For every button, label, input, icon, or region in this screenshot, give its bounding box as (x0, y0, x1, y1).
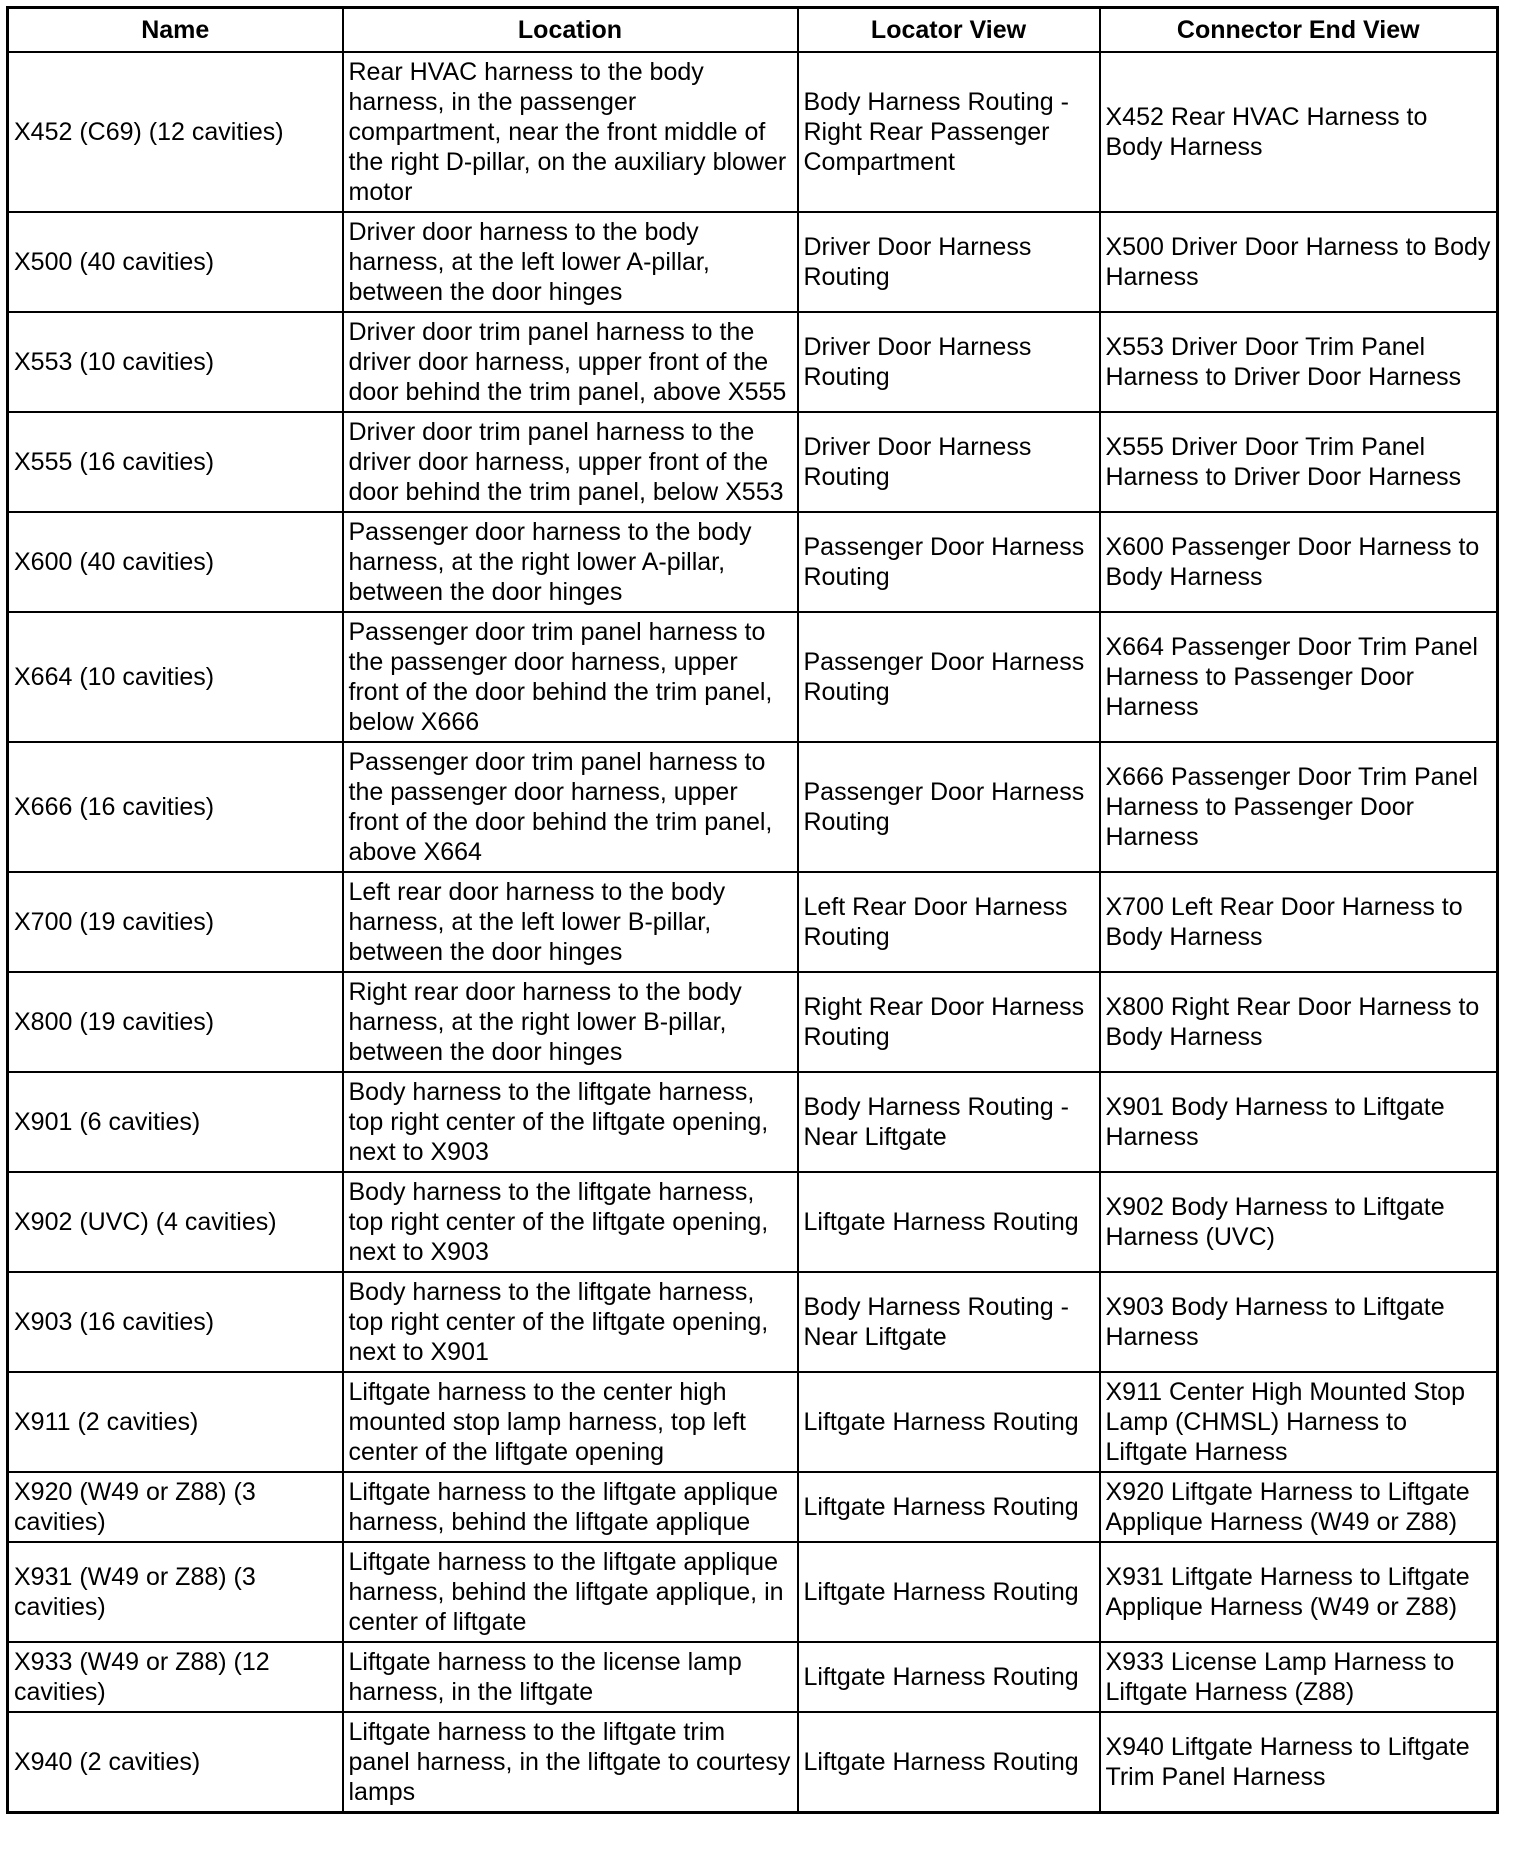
table-row (8, 1472, 1498, 1542)
cell-connector-end-view: X666 Passenger Door Trim Panel Harness to Passenger Door Harness (1100, 742, 1498, 872)
cell-name: X700 (19 cavities) (8, 872, 343, 972)
cell-location: Liftgate harness to the license lamp harness, in the liftgate (343, 1642, 798, 1712)
cell-name: X901 (6 cavities) (8, 1072, 343, 1172)
header-location: Location (343, 8, 798, 53)
cell-name: X903 (16 cavities) (8, 1272, 343, 1372)
cell-connector-end-view: X901 Body Harness to Liftgate Harness (1100, 1072, 1498, 1172)
cell-locator-view: Liftgate Harness Routing (798, 1472, 1100, 1542)
cell-locator-view: Body Harness Routing - Right Rear Passenger Compartment (798, 52, 1100, 212)
cell-name: X940 (2 cavities) (8, 1712, 343, 1813)
table-row (8, 1542, 1498, 1642)
table-row (8, 972, 1498, 1072)
cell-location: Liftgate harness to the liftgate trim panel harness, in the liftgate to courtesy lamps (343, 1712, 798, 1813)
table-row (8, 1272, 1498, 1372)
cell-locator-view: Right Rear Door Harness Routing (798, 972, 1100, 1072)
header-connector-end-view: Connector End View (1100, 8, 1498, 53)
table-row (8, 1642, 1498, 1712)
cell-name: X553 (10 cavities) (8, 312, 343, 412)
cell-locator-view: Left Rear Door Harness Routing (798, 872, 1100, 972)
cell-location: Left rear door harness to the body harness, at the left lower B-pillar, between the door hinges (343, 872, 798, 972)
cell-name: X664 (10 cavities) (8, 612, 343, 742)
cell-name: X920 (W49 or Z88) (3 cavities) (8, 1472, 343, 1542)
cell-name: X911 (2 cavities) (8, 1372, 343, 1472)
table-row (8, 742, 1498, 872)
cell-location: Body harness to the liftgate harness, top right center of the liftgate opening, next to X903 (343, 1172, 798, 1272)
cell-locator-view: Liftgate Harness Routing (798, 1372, 1100, 1472)
cell-locator-view: Liftgate Harness Routing (798, 1542, 1100, 1642)
cell-connector-end-view: X500 Driver Door Harness to Body Harness (1100, 212, 1498, 312)
cell-location: Driver door trim panel harness to the driver door harness, upper front of the door behind the trim panel, below X553 (343, 412, 798, 512)
cell-connector-end-view: X600 Passenger Door Harness to Body Harness (1100, 512, 1498, 612)
cell-connector-end-view: X902 Body Harness to Liftgate Harness (UVC) (1100, 1172, 1498, 1272)
cell-location: Liftgate harness to the center high mounted stop lamp harness, top left center of the liftgate opening (343, 1372, 798, 1472)
cell-location: Passenger door trim panel harness to the passenger door harness, upper front of the door behind the trim panel, above X664 (343, 742, 798, 872)
cell-location: Body harness to the liftgate harness, top right center of the liftgate opening, next to X903 (343, 1072, 798, 1172)
cell-connector-end-view: X931 Liftgate Harness to Liftgate Applique Harness (W49 or Z88) (1100, 1542, 1498, 1642)
table-row (8, 1172, 1498, 1272)
cell-connector-end-view: X903 Body Harness to Liftgate Harness (1100, 1272, 1498, 1372)
cell-locator-view: Liftgate Harness Routing (798, 1172, 1100, 1272)
cell-connector-end-view: X553 Driver Door Trim Panel Harness to Driver Door Harness (1100, 312, 1498, 412)
table-row (8, 312, 1498, 412)
table-row (8, 1372, 1498, 1472)
cell-locator-view: Driver Door Harness Routing (798, 412, 1100, 512)
cell-connector-end-view: X800 Right Rear Door Harness to Body Harness (1100, 972, 1498, 1072)
cell-locator-view: Driver Door Harness Routing (798, 212, 1100, 312)
table-row (8, 212, 1498, 312)
cell-connector-end-view: X940 Liftgate Harness to Liftgate Trim Panel Harness (1100, 1712, 1498, 1813)
connector-table-sheet (6, 6, 1496, 1814)
cell-name: X902 (UVC) (4 cavities) (8, 1172, 343, 1272)
cell-connector-end-view: X555 Driver Door Trim Panel Harness to Driver Door Harness (1100, 412, 1498, 512)
cell-locator-view: Driver Door Harness Routing (798, 312, 1100, 412)
cell-name: X800 (19 cavities) (8, 972, 343, 1072)
cell-locator-view: Body Harness Routing - Near Liftgate (798, 1272, 1100, 1372)
cell-location: Liftgate harness to the liftgate applique harness, behind the liftgate applique (343, 1472, 798, 1542)
table-row (8, 1072, 1498, 1172)
cell-locator-view: Body Harness Routing - Near Liftgate (798, 1072, 1100, 1172)
cell-connector-end-view: X933 License Lamp Harness to Liftgate Harness (Z88) (1100, 1642, 1498, 1712)
cell-connector-end-view: X920 Liftgate Harness to Liftgate Applique Harness (W49 or Z88) (1100, 1472, 1498, 1542)
cell-name: X931 (W49 or Z88) (3 cavities) (8, 1542, 343, 1642)
cell-connector-end-view: X452 Rear HVAC Harness to Body Harness (1100, 52, 1498, 212)
table-header-row (8, 8, 1498, 53)
cell-locator-view: Passenger Door Harness Routing (798, 612, 1100, 742)
cell-name: X933 (W49 or Z88) (12 cavities) (8, 1642, 343, 1712)
cell-locator-view: Passenger Door Harness Routing (798, 742, 1100, 872)
cell-name: X500 (40 cavities) (8, 212, 343, 312)
cell-name: X555 (16 cavities) (8, 412, 343, 512)
cell-location: Rear HVAC harness to the body harness, in the passenger compartment, near the front middle of the right D-pillar, on the auxiliary blower motor (343, 52, 798, 212)
table-row (8, 872, 1498, 972)
connector-table (6, 6, 1499, 1814)
cell-locator-view: Liftgate Harness Routing (798, 1642, 1100, 1712)
cell-location: Passenger door trim panel harness to the passenger door harness, upper front of the door behind the trim panel, below X666 (343, 612, 798, 742)
cell-connector-end-view: X664 Passenger Door Trim Panel Harness to Passenger Door Harness (1100, 612, 1498, 742)
table-row (8, 412, 1498, 512)
cell-location: Driver door harness to the body harness, at the left lower A-pillar, between the door hinges (343, 212, 798, 312)
cell-name: X600 (40 cavities) (8, 512, 343, 612)
cell-connector-end-view: X700 Left Rear Door Harness to Body Harness (1100, 872, 1498, 972)
table-row (8, 1712, 1498, 1813)
cell-location: Driver door trim panel harness to the driver door harness, upper front of the door behind the trim panel, above X555 (343, 312, 798, 412)
cell-location: Right rear door harness to the body harness, at the right lower B-pillar, between the door hinges (343, 972, 798, 1072)
cell-name: X452 (C69) (12 cavities) (8, 52, 343, 212)
cell-locator-view: Passenger Door Harness Routing (798, 512, 1100, 612)
header-locator-view: Locator View (798, 8, 1100, 53)
cell-name: X666 (16 cavities) (8, 742, 343, 872)
cell-locator-view: Liftgate Harness Routing (798, 1712, 1100, 1813)
table-row (8, 612, 1498, 742)
cell-location: Passenger door harness to the body harness, at the right lower A-pillar, between the door hinges (343, 512, 798, 612)
cell-connector-end-view: X911 Center High Mounted Stop Lamp (CHMSL) Harness to Liftgate Harness (1100, 1372, 1498, 1472)
cell-location: Liftgate harness to the liftgate applique harness, behind the liftgate applique, in center of liftgate (343, 1542, 798, 1642)
cell-location: Body harness to the liftgate harness, top right center of the liftgate opening, next to X901 (343, 1272, 798, 1372)
header-name: Name (8, 8, 343, 53)
table-row (8, 512, 1498, 612)
table-row (8, 52, 1498, 212)
